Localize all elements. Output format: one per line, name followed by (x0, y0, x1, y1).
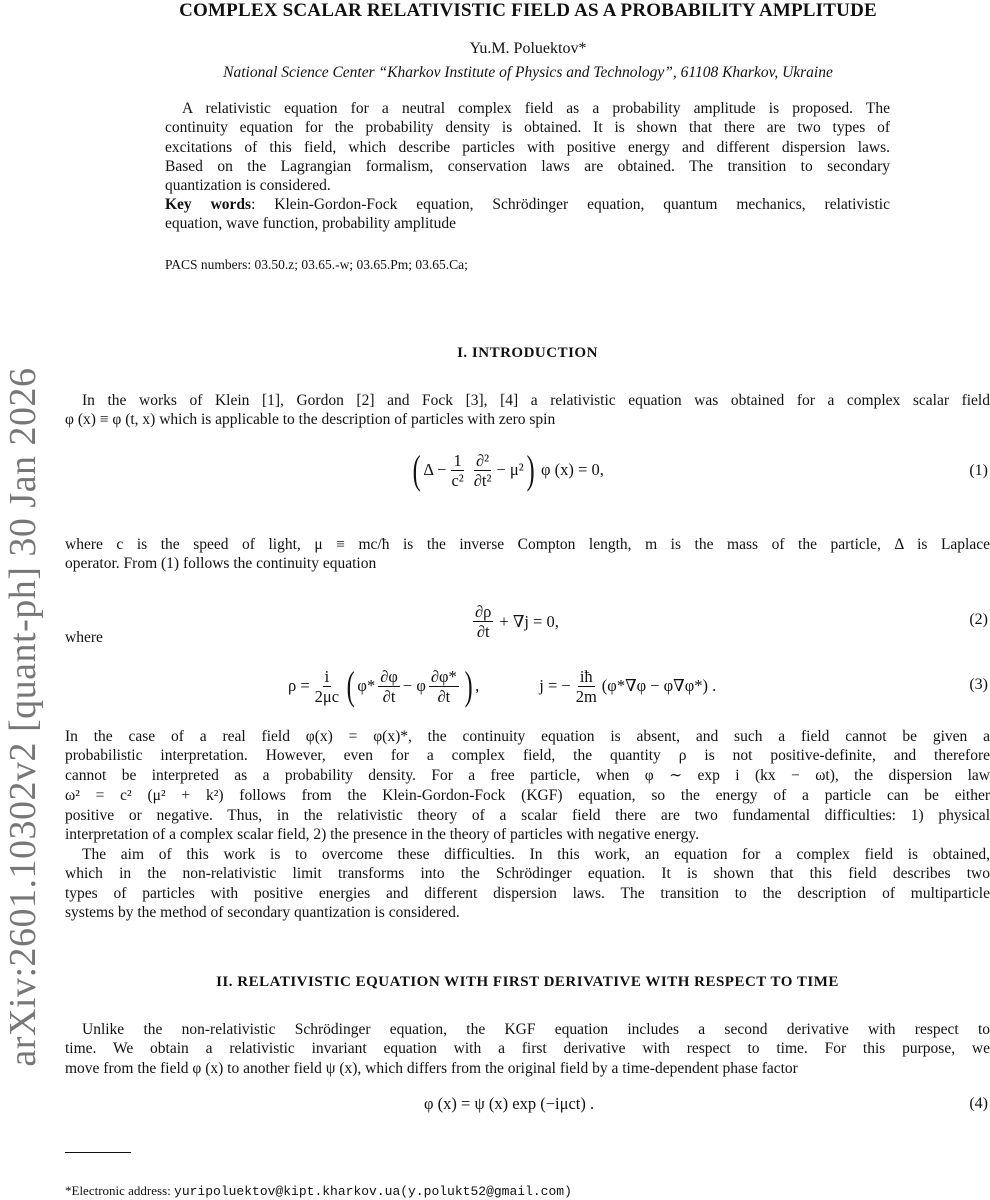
text-line: In the case of a real field φ(x) = φ(x)*, the continuity equation is absent, and such a field cannot be given a (65, 728, 990, 745)
eq-den: ∂t (476, 622, 490, 641)
eq-term: φ (x) = 0, (541, 460, 604, 479)
text-line: systems by the method of secondary quantization is considered. (65, 904, 460, 921)
text-line: cannot be interpreted as a probability density. For a free particle, when φ ∼ exp i (kx − ωt), the dispersion law (65, 767, 990, 784)
eq-term: − φ (402, 676, 426, 695)
text-line: time. We obtain a relativistic invariant equation with a first derivative with respect to time. For this purpose, we (65, 1040, 990, 1057)
eq-den: ∂t² (473, 470, 492, 490)
equation-2 (470, 602, 559, 641)
footnote (65, 1183, 572, 1199)
section-2-heading: II. RELATIVISTIC EQUATION WITH FIRST DERIVATIVE WITH RESPECT TO TIME (216, 974, 839, 990)
eq-num: 1 (453, 450, 462, 470)
footnote-rule (65, 1152, 131, 1153)
keywords-line: equation, wave function, probability amplitude (165, 215, 456, 232)
text-line: quantization is considered. (165, 177, 331, 194)
eq-term: j = − (539, 676, 571, 695)
section-1-heading: I. INTRODUCTION (457, 345, 598, 361)
eq-den: 2m (575, 686, 597, 706)
text-line: positive or negative. Thus, in the relativistic theory of a scalar field there are two fundamental difficulties: 1) physical (65, 807, 990, 824)
keywords-label: Key words (165, 196, 252, 213)
eq-num: i (324, 666, 330, 686)
eq-num: ∂² (476, 450, 490, 470)
text-line: operator. From (1) follows the continuity equation (65, 555, 377, 572)
eq-term: ρ = (288, 676, 310, 695)
equation-number: (3) (969, 676, 988, 693)
text-line: which in the non-relativistic limit transforms into the Schrödinger equation. It is shown that this field describes two (65, 865, 990, 882)
eq-den: ∂t (382, 686, 396, 706)
text-line: A relativistic equation for a neutral complex field as a probability amplitude is proposed. The (182, 100, 890, 117)
email-link[interactable]: yuripoluektov@kipt.kharkov.ua(y.polukt52@gmail.com) (174, 1184, 572, 1199)
pacs-numbers: PACS numbers: 03.50.z; 03.65.-w; 03.65.Pm; 03.65.Ca; (165, 257, 468, 272)
equation-3: ρ = $\frac{i}{2\mu c}$ ( φ* $\frac{\partial\varphi}{\partial t}$ − φ $\frac{\partial\varphi*}{\partial t}$ ) , j = − $\frac{iħ}{2m}$ (φ*∇φ − φ∇φ*) . (288, 663, 717, 708)
text-line: The aim of this work is to overcome these difficulties. In this work, an equation for a complex field is obtained, (82, 846, 990, 863)
eq-num: iħ (579, 666, 593, 686)
eq-term: , (475, 676, 480, 695)
text-line: interpretation of a complex scalar field, 2) the presence in the theory of particles with negative energy. (65, 826, 699, 843)
eq-num: ∂φ (380, 666, 398, 686)
where-text: where (65, 629, 103, 646)
text-line: where c is the speed of light, μ ≡ mc/ħ is the inverse Compton length, m is the mass of the particle, Δ is Laplace (65, 536, 990, 553)
affiliation: National Science Center “Kharkov Institute of Physics and Technology”, 61108 Kharkov, Ukraine (223, 64, 833, 81)
text-line: types of particles with positive energies and different dispersion laws. The transition to the description of multiparticle (65, 885, 990, 902)
eq-term: + ∇j = 0, (499, 611, 559, 631)
keywords-text: : Klein-Gordon-Fock equation, Schrödinger equation, quantum mechanics, relativistic (251, 196, 890, 213)
footnote-label: *Electronic address: (65, 1183, 175, 1198)
keywords-line (165, 195, 890, 214)
eq-term: − μ² (496, 460, 524, 479)
equation-1: ( Δ − $\frac{1}{\text{c²}}$ $\frac{\text{∂²}}{\text{∂t²}}$ − μ² ) φ (x) = 0, (412, 447, 604, 492)
eq-num: ∂φ* (430, 666, 457, 686)
arxiv-stamp: arXiv:2601.10302v2 [quant-ph] 30 Jan 2026 (2, 367, 44, 1067)
text-line: φ (x) ≡ φ (t, x) which is applicable to the description of particles with zero spin (65, 411, 556, 428)
paper-title: COMPLEX SCALAR RELATIVISTIC FIELD AS A PROBABILITY AMPLITUDE (179, 0, 877, 21)
text-line: Based on the Lagrangian formalism, conservation laws are obtained. The transition to secondary (165, 158, 890, 175)
text-line: probabilistic interpretation. However, even for a complex field, the quantity ρ is not positive-definite, and therefore (65, 747, 990, 764)
eq-num: ∂ρ (475, 602, 492, 621)
equation-number: (4) (969, 1095, 988, 1112)
eq-den: 2μc (314, 686, 340, 706)
eq-den: c² (451, 470, 464, 490)
text-line: In the works of Klein [1], Gordon [2] and Fock [3], [4] a relativistic equation was obtained for a complex scalar field (82, 392, 990, 409)
eq-term: φ (x) = ψ (x) exp (−iμct) . (424, 1094, 595, 1113)
text-line: continuity equation for the probability density is obtained. It is shown that there are two types of (165, 119, 890, 136)
equation-4 (424, 1094, 594, 1114)
equation-number: (2) (969, 611, 988, 628)
text-line: ω² = c² (μ² + k²) follows from the Klein-Gordon-Fock (KGF) equation, so the energy of a particle can be either (65, 787, 990, 804)
text-line: excitations of this field, which describe particles with positive energy and different dispersion laws. (165, 139, 890, 156)
eq-den: ∂t (437, 686, 451, 706)
text-line: move from the field φ (x) to another field ψ (x), which differs from the original field by a time-dependent phase factor (65, 1060, 798, 1077)
eq-term: (φ*∇φ − φ∇φ*) . (601, 676, 717, 695)
eq-term: Δ − (423, 460, 447, 479)
text-line: Unlike the non-relativistic Schrödinger equation, the KGF equation includes a second derivative with respect to (82, 1021, 990, 1038)
eq-term: φ* (357, 676, 376, 695)
author: Yu.M. Poluektov* (469, 40, 587, 57)
equation-number: (1) (969, 462, 988, 479)
